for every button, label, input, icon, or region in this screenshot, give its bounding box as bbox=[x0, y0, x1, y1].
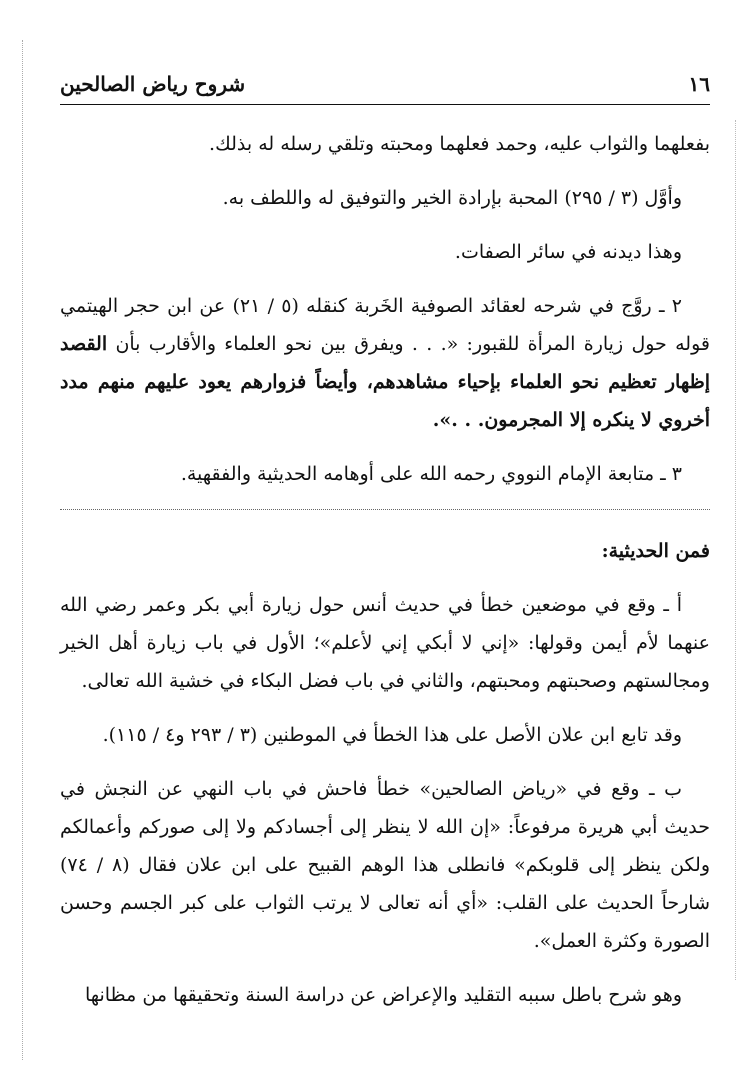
running-title: شروح رياض الصالحين bbox=[60, 72, 246, 96]
left-margin-rule bbox=[22, 40, 23, 1060]
right-margin-rule bbox=[735, 120, 736, 980]
paragraph-5: ٣ ـ متابعة الإمام النووي رحمه الله على أوهامه الحديثية والفقهية. bbox=[180, 463, 682, 485]
paragraph-1: بفعلهما والثواب عليه، وحمد فعلهما ومحبته وتلقي رسله له بذلك. bbox=[209, 133, 710, 155]
section-divider bbox=[60, 509, 710, 510]
paragraph-4 bbox=[60, 287, 710, 439]
paragraph-2: وأوَّل (٣ / ٢٩٥) المحبة بإرادة الخير والتوفيق له واللطف به. bbox=[222, 187, 682, 209]
paragraph-7: أ ـ وقع في موضعين خطأ في حديث أنس حول زيارة أبي بكر وعمر رضي الله عنهما لأم أيمن وقولها: «إني لا أبكي إني لأعلم»؛ الأول في باب زيارة أهل الخير ومجالستهم وصحبتهم ومحبتهم، والثاني في باب فضل البكاء في خشية الله تعالى. bbox=[60, 594, 710, 692]
page-number: ١٦ bbox=[688, 72, 710, 96]
paragraph-4-part-2: القصد إظهار تعظيم نحو العلماء بإحياء مشاهدهم، وأيضاً فزوارهم يعود عليهم منهم مدد أخروي لا ينكره إلا المجرمون. . .». bbox=[60, 333, 710, 431]
section-heading: فمن الحديثية: bbox=[601, 540, 710, 562]
running-header bbox=[60, 70, 710, 105]
paragraph-10: وهو شرح باطل سببه التقليد والإعراض عن دراسة السنة وتحقيقها من مظانها bbox=[84, 984, 682, 1006]
book-page bbox=[60, 70, 710, 1030]
paragraph-4-part-1: ٢ ـ روَّج في شرحه لعقائد الصوفية الخَربة كنقله (٥ / ٢١) عن ابن حجر الهيتمي قوله حول زيارة المرأة للقبور: «. . . ويفرق بين نحو العلماء والأقارب بأن bbox=[60, 295, 710, 355]
paragraph-3: وهذا ديدنه في سائر الصفات. bbox=[454, 241, 682, 263]
paragraph-9: ب ـ وقع في «رياض الصالحين» خطأ فاحش في باب النهي عن النجش في حديث أبي هريرة مرفوعاً: «إن الله لا ينظر إلى أجسادكم ولا إلى صوركم وأعمالكم ولكن ينظر إلى قلوبكم» فانطلى هذا الوهم القبيح على ابن علان فقال (٨ / ٧٤) شارحاً الحديث على القلب: «أي أنه تعالى لا يرتب الثواب على كبر الجسم وحسن الصورة وكثرة العمل». bbox=[60, 778, 710, 952]
paragraph-8: وقد تابع ابن علان الأصل على هذا الخطأ في الموطنين (٣ / ٢٩٣ و٤ / ١١٥). bbox=[102, 724, 682, 746]
